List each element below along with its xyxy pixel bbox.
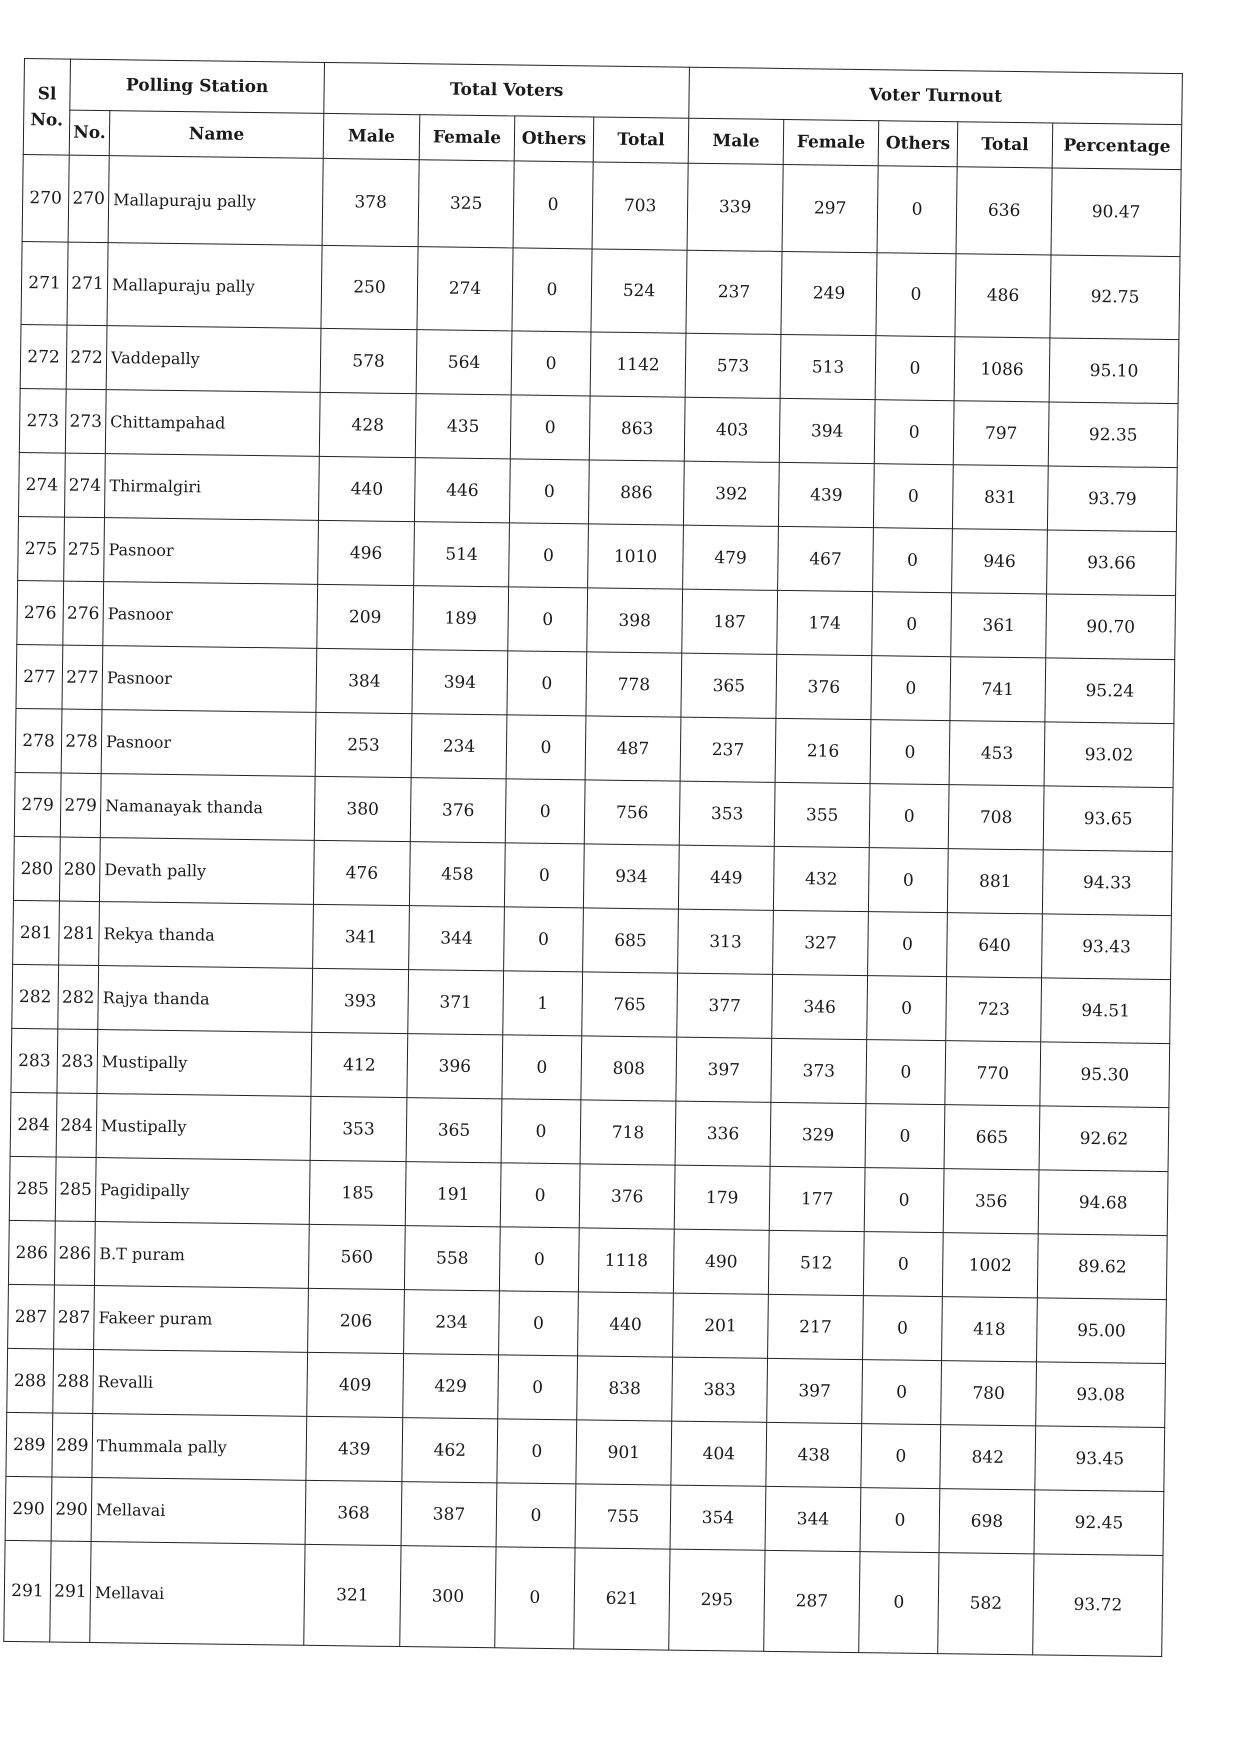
- percentage-cell: 93.66: [1047, 530, 1177, 596]
- tv-male-cell: 409: [307, 1352, 404, 1417]
- vt-male-cell: 479: [683, 525, 779, 590]
- vt-others-cell: 0: [871, 656, 951, 721]
- vt-male-cell: 403: [684, 397, 780, 462]
- vt-male-cell: 187: [682, 589, 778, 654]
- tv-male-cell: 496: [318, 520, 415, 585]
- tv-total-cell: 524: [591, 249, 687, 333]
- tv-female-cell: 344: [409, 906, 505, 971]
- vt-others-cell: 0: [875, 336, 955, 401]
- polling-table-sheet: [3, 58, 1182, 1657]
- table-body: [4, 154, 1181, 1656]
- station-no-cell: 281: [59, 901, 100, 966]
- tv-others-cell: 0: [496, 1483, 576, 1548]
- vt-male-cell: 573: [685, 333, 781, 398]
- vt-female-cell: 329: [770, 1102, 866, 1167]
- vt-female-cell: 394: [779, 398, 875, 463]
- tv-male-cell: 380: [314, 776, 411, 841]
- tv-female-cell: 234: [404, 1290, 500, 1355]
- station-no-cell: 291: [50, 1541, 91, 1643]
- percentage-cell: 93.79: [1047, 466, 1177, 532]
- station-no-cell: 282: [58, 965, 99, 1030]
- vt-total-cell: 770: [945, 1041, 1041, 1106]
- vt-total-cell: 1002: [942, 1233, 1038, 1298]
- tv-male-cell: 321: [304, 1544, 401, 1646]
- tv-total-cell: 901: [576, 1420, 672, 1485]
- vt-female-cell: 397: [767, 1358, 863, 1423]
- vt-female-cell: 249: [781, 251, 877, 335]
- tv-male-cell: 393: [312, 968, 409, 1033]
- vt-female-cell: 174: [777, 590, 873, 655]
- station-no-cell: 275: [64, 517, 105, 582]
- percentage-cell: 95.10: [1049, 338, 1179, 404]
- tv-total-cell: 756: [584, 780, 680, 845]
- tv-total-cell: 1118: [578, 1228, 674, 1293]
- tv-female-header: Female: [419, 115, 515, 161]
- vt-female-cell: 467: [778, 526, 874, 591]
- tv-others-cell: 1: [503, 971, 583, 1036]
- percentage-cell: 92.45: [1034, 1490, 1164, 1556]
- vt-female-cell: 177: [769, 1166, 865, 1231]
- station-name-cell: Rekya thanda: [99, 902, 314, 969]
- station-no-cell: 289: [52, 1413, 93, 1478]
- tv-others-cell: 0: [499, 1291, 579, 1356]
- tv-female-cell: 446: [414, 458, 510, 523]
- percentage-cell: 95.00: [1037, 1298, 1167, 1364]
- tv-others-cell: 0: [498, 1355, 578, 1420]
- station-name-cell: Mellavai: [90, 1542, 305, 1646]
- station-name-cell: Vaddepally: [106, 326, 321, 393]
- vt-male-cell: 295: [669, 1549, 765, 1651]
- vt-male-cell: 237: [686, 250, 782, 334]
- vt-male-cell: 179: [674, 1165, 770, 1230]
- vt-female-cell: 513: [780, 334, 876, 399]
- station-name-cell: Pasnoor: [103, 582, 318, 649]
- sl-no-cell: 290: [5, 1476, 52, 1541]
- tv-female-cell: 365: [406, 1098, 502, 1163]
- table-row: [22, 154, 1181, 256]
- vt-others-cell: 0: [862, 1360, 942, 1425]
- sl-no-cell: 275: [18, 516, 65, 581]
- station-name-cell: Pasnoor: [102, 646, 317, 713]
- tv-male-cell: 412: [311, 1032, 408, 1097]
- tv-male-cell: 378: [322, 158, 419, 246]
- station-no-cell: 285: [55, 1157, 96, 1222]
- vt-male-cell: 237: [680, 717, 776, 782]
- percentage-cell: 93.72: [1033, 1554, 1163, 1657]
- percentage-cell: 92.35: [1048, 402, 1178, 468]
- vt-others-cell: 0: [859, 1552, 939, 1654]
- vt-total-cell: 708: [948, 785, 1044, 850]
- vt-others-cell: 0: [869, 784, 949, 849]
- vt-female-cell: 438: [766, 1422, 862, 1487]
- vt-male-cell: 339: [687, 163, 783, 251]
- percentage-cell: 90.47: [1051, 168, 1181, 257]
- vt-others-cell: 0: [864, 1168, 944, 1233]
- vt-others-cell: 0: [873, 464, 953, 529]
- vt-others-cell: 0: [867, 976, 947, 1041]
- tv-others-cell: 0: [505, 779, 585, 844]
- tv-others-cell: 0: [512, 248, 592, 332]
- vt-total-cell: 356: [943, 1169, 1039, 1234]
- tv-others-cell: 0: [499, 1227, 579, 1292]
- tv-female-cell: 429: [403, 1354, 499, 1419]
- vt-total-cell: 881: [947, 849, 1043, 914]
- station-no-cell: 283: [57, 1029, 98, 1094]
- vt-others-cell: 0: [876, 253, 956, 337]
- vt-male-cell: 201: [673, 1293, 769, 1358]
- percentage-cell: 93.65: [1043, 786, 1173, 852]
- percentage-cell: 90.70: [1046, 594, 1176, 660]
- sl-no-cell: 272: [20, 324, 67, 389]
- station-name-cell: Mallapuraju pally: [108, 156, 323, 246]
- tv-male-cell: 439: [306, 1416, 403, 1481]
- vt-others-cell: 0: [873, 528, 953, 593]
- tv-male-cell: 341: [313, 904, 410, 969]
- table-row: [21, 241, 1180, 339]
- station-name-cell: Thummala pally: [92, 1414, 307, 1481]
- tv-male-cell: 578: [320, 328, 417, 393]
- tv-others-cell: 0: [509, 459, 589, 524]
- vt-male-cell: 449: [678, 845, 774, 910]
- vt-total-cell: 831: [952, 465, 1048, 530]
- polling-station-header: Polling Station: [70, 59, 325, 113]
- vt-others-cell: 0: [863, 1232, 943, 1297]
- tv-total-cell: 863: [589, 396, 685, 461]
- sl-no-cell: 281: [13, 900, 60, 965]
- vt-female-header: Female: [783, 119, 879, 165]
- vt-others-cell: 0: [877, 166, 957, 254]
- vt-others-cell: 0: [874, 400, 954, 465]
- vt-female-cell: 217: [768, 1294, 864, 1359]
- tv-female-cell: 274: [417, 247, 513, 331]
- station-no-cell: 286: [54, 1221, 95, 1286]
- vt-total-cell: 1086: [954, 337, 1050, 402]
- vt-others-cell: 0: [865, 1104, 945, 1169]
- tv-total-cell: 703: [592, 162, 688, 250]
- sl-no-cell: 273: [19, 388, 66, 453]
- percentage-cell: 92.75: [1050, 255, 1180, 340]
- vt-total-cell: 946: [952, 529, 1048, 594]
- station-no-cell: 284: [56, 1093, 97, 1158]
- tv-total-cell: 765: [582, 972, 678, 1037]
- tv-others-cell: 0: [510, 395, 590, 460]
- voter-turnout-header: Voter Turnout: [689, 67, 1183, 124]
- vt-total-cell: 698: [939, 1489, 1035, 1554]
- vt-female-cell: 439: [778, 462, 874, 527]
- tv-total-cell: 778: [586, 652, 682, 717]
- sl-no-cell: 291: [4, 1540, 51, 1642]
- tv-total-cell: 621: [574, 1548, 670, 1650]
- sl-no-cell: 279: [14, 772, 61, 837]
- tv-others-cell: 0: [500, 1163, 580, 1228]
- tv-total-cell: 398: [587, 588, 683, 653]
- percentage-cell: 92.62: [1039, 1106, 1169, 1172]
- sl-no-header: Sl No.: [23, 59, 70, 156]
- sl-no-cell: 288: [7, 1348, 54, 1413]
- tv-female-cell: 234: [411, 714, 507, 779]
- vt-male-cell: 365: [681, 653, 777, 718]
- tv-others-cell: 0: [504, 907, 584, 972]
- vt-female-cell: 376: [776, 654, 872, 719]
- sl-no-cell: 271: [21, 241, 68, 325]
- vt-others-header: Others: [878, 121, 958, 167]
- station-no-cell: 273: [65, 389, 106, 454]
- tv-male-cell: 368: [305, 1480, 402, 1545]
- vt-female-cell: 373: [771, 1038, 867, 1103]
- sl-no-cell: 287: [8, 1284, 55, 1349]
- vt-total-cell: 582: [938, 1553, 1034, 1655]
- tv-others-cell: 0: [497, 1419, 577, 1484]
- tv-male-cell: 428: [319, 392, 416, 457]
- station-no-cell: 274: [64, 453, 105, 518]
- tv-male-cell: 384: [316, 648, 413, 713]
- sl-no-cell: 283: [11, 1028, 58, 1093]
- station-name-cell: Mallapuraju pally: [107, 243, 322, 329]
- station-name-cell: Mellavai: [91, 1478, 306, 1545]
- tv-others-cell: 0: [511, 331, 591, 396]
- station-name-cell: Rajya thanda: [98, 966, 313, 1033]
- sl-no-cell: 285: [9, 1156, 56, 1221]
- vt-others-cell: 0: [872, 592, 952, 657]
- station-no-cell: 280: [59, 837, 100, 902]
- vt-female-cell: 327: [773, 910, 869, 975]
- tv-male-cell: 185: [309, 1160, 406, 1225]
- station-name-cell: B.T puram: [94, 1222, 309, 1289]
- percentage-cell: 89.62: [1037, 1234, 1167, 1300]
- station-no-cell: 288: [53, 1349, 94, 1414]
- tv-male-cell: 440: [318, 456, 415, 521]
- percentage-cell: 95.30: [1040, 1042, 1170, 1108]
- tv-female-cell: 558: [404, 1226, 500, 1291]
- vt-total-cell: 741: [950, 657, 1046, 722]
- tv-total-cell: 1142: [590, 332, 686, 397]
- tv-female-cell: 300: [400, 1546, 496, 1648]
- tv-others-cell: 0: [501, 1099, 581, 1164]
- percentage-cell: 93.45: [1035, 1426, 1165, 1492]
- tv-total-cell: 685: [583, 908, 679, 973]
- vt-male-cell: 353: [679, 781, 775, 846]
- tv-female-cell: 564: [416, 330, 512, 395]
- station-name-cell: Revalli: [93, 1350, 308, 1417]
- vt-male-cell: 392: [683, 461, 779, 526]
- station-name-cell: Pasnoor: [104, 518, 319, 585]
- percentage-cell: 94.51: [1041, 978, 1171, 1044]
- percentage-cell: 94.33: [1042, 850, 1172, 916]
- vt-others-cell: 0: [866, 1040, 946, 1105]
- vt-female-cell: 346: [772, 974, 868, 1039]
- tv-male-cell: 353: [310, 1096, 407, 1161]
- vt-others-cell: 0: [868, 912, 948, 977]
- tv-total-header: Total: [593, 117, 689, 163]
- vt-male-cell: 397: [676, 1037, 772, 1102]
- vt-male-cell: 313: [678, 909, 774, 974]
- station-no-cell: 276: [63, 581, 104, 646]
- vt-total-cell: 640: [947, 913, 1043, 978]
- tv-total-cell: 440: [578, 1292, 674, 1357]
- station-no-cell: 278: [61, 709, 102, 774]
- tv-female-cell: 394: [412, 650, 508, 715]
- table-row: [4, 1540, 1163, 1656]
- tv-others-cell: 0: [502, 1035, 582, 1100]
- vt-female-cell: 432: [773, 846, 869, 911]
- vt-total-cell: 636: [956, 167, 1052, 255]
- tv-total-cell: 934: [583, 844, 679, 909]
- vt-others-cell: 0: [861, 1424, 941, 1489]
- station-name-cell: Namanayak thanda: [100, 774, 315, 841]
- tv-total-cell: 487: [585, 716, 681, 781]
- vt-total-cell: 361: [951, 593, 1047, 658]
- tv-others-cell: 0: [495, 1547, 575, 1649]
- station-name-cell: Chittampahad: [105, 390, 320, 457]
- tv-male-cell: 476: [313, 840, 410, 905]
- sl-no-cell: 284: [10, 1092, 57, 1157]
- tv-female-cell: 387: [401, 1482, 497, 1547]
- vt-male-cell: 490: [673, 1229, 769, 1294]
- vt-total-cell: 418: [942, 1297, 1038, 1362]
- vt-others-cell: 0: [860, 1488, 940, 1553]
- vt-male-cell: 404: [671, 1421, 767, 1486]
- vt-total-cell: 665: [944, 1105, 1040, 1170]
- sl-no-cell: 270: [22, 154, 69, 242]
- tv-others-cell: 0: [509, 523, 589, 588]
- station-no-cell: 277: [62, 645, 103, 710]
- percentage-header: Percentage: [1052, 123, 1182, 170]
- tv-others-cell: 0: [513, 161, 593, 249]
- tv-female-cell: 458: [409, 842, 505, 907]
- tv-male-cell: 250: [321, 245, 418, 329]
- tv-female-cell: 189: [413, 586, 509, 651]
- vt-male-header: Male: [688, 118, 784, 164]
- tv-male-cell: 560: [308, 1224, 405, 1289]
- vt-male-cell: 354: [670, 1485, 766, 1550]
- vt-male-cell: 336: [675, 1101, 771, 1166]
- tv-female-cell: 435: [415, 394, 511, 459]
- tv-female-cell: 376: [410, 778, 506, 843]
- station-name-cell: Mustipally: [96, 1094, 311, 1161]
- vt-total-cell: 797: [953, 401, 1049, 466]
- tv-total-cell: 1010: [588, 524, 684, 589]
- tv-male-header: Male: [323, 113, 420, 159]
- station-no-cell: 270: [68, 155, 109, 243]
- vt-female-cell: 297: [782, 164, 878, 252]
- tv-total-cell: 886: [588, 460, 684, 525]
- station-no-cell: 287: [54, 1285, 95, 1350]
- station-no-cell: 290: [51, 1477, 92, 1542]
- station-name-cell: Pagidipally: [95, 1158, 310, 1225]
- vt-male-cell: 383: [672, 1357, 768, 1422]
- tv-male-cell: 253: [315, 712, 412, 777]
- tv-others-cell: 0: [507, 651, 587, 716]
- station-name-cell: Fakeer puram: [94, 1286, 309, 1353]
- station-name-cell: Mustipally: [97, 1030, 312, 1097]
- vt-female-cell: 344: [765, 1486, 861, 1551]
- tv-female-cell: 191: [405, 1162, 501, 1227]
- station-name-cell: Pasnoor: [101, 710, 316, 777]
- station-no-header: No.: [69, 110, 110, 156]
- tv-female-cell: 396: [407, 1034, 503, 1099]
- tv-others-cell: 0: [508, 587, 588, 652]
- voter-turnout-table: [3, 58, 1183, 1657]
- sl-no-cell: 286: [8, 1220, 55, 1285]
- tv-others-cell: 0: [506, 715, 586, 780]
- tv-others-cell: 0: [504, 843, 584, 908]
- tv-total-cell: 838: [577, 1356, 673, 1421]
- tv-female-cell: 514: [414, 522, 510, 587]
- percentage-cell: 94.68: [1038, 1170, 1168, 1236]
- tv-total-cell: 755: [575, 1484, 671, 1549]
- vt-male-cell: 377: [677, 973, 773, 1038]
- vt-total-cell: 842: [940, 1425, 1036, 1490]
- sl-no-cell: 278: [15, 708, 62, 773]
- percentage-cell: 93.08: [1036, 1362, 1166, 1428]
- sl-no-cell: 277: [16, 644, 63, 709]
- station-no-cell: 271: [67, 242, 108, 326]
- sl-no-cell: 280: [13, 836, 60, 901]
- sl-no-cell: 289: [6, 1412, 53, 1477]
- vt-total-header: Total: [957, 122, 1053, 168]
- vt-others-cell: 0: [868, 848, 948, 913]
- station-name-cell: Thirmalgiri: [104, 454, 319, 521]
- tv-female-cell: 462: [402, 1418, 498, 1483]
- vt-total-cell: 453: [949, 721, 1045, 786]
- tv-male-cell: 209: [317, 584, 414, 649]
- tv-female-cell: 325: [418, 160, 514, 248]
- vt-female-cell: 355: [774, 782, 870, 847]
- tv-male-cell: 206: [308, 1288, 405, 1353]
- station-no-cell: 279: [60, 773, 101, 838]
- tv-total-cell: 718: [580, 1100, 676, 1165]
- vt-total-cell: 780: [941, 1361, 1037, 1426]
- percentage-cell: 93.02: [1044, 722, 1174, 788]
- sl-no-cell: 282: [12, 964, 59, 1029]
- percentage-cell: 95.24: [1045, 658, 1175, 724]
- tv-others-header: Others: [514, 116, 594, 162]
- vt-others-cell: 0: [870, 720, 950, 785]
- tv-female-cell: 371: [408, 970, 504, 1035]
- vt-female-cell: 287: [764, 1550, 860, 1652]
- vt-total-cell: 723: [946, 977, 1042, 1042]
- total-voters-header: Total Voters: [324, 62, 690, 118]
- vt-total-cell: 486: [955, 254, 1051, 338]
- station-no-cell: 272: [66, 325, 107, 390]
- vt-female-cell: 512: [768, 1230, 864, 1295]
- percentage-cell: 93.43: [1042, 914, 1172, 980]
- tv-total-cell: 376: [579, 1164, 675, 1229]
- station-name-cell: Devath pally: [99, 838, 314, 905]
- station-name-header: Name: [109, 111, 324, 159]
- sl-no-cell: 274: [18, 452, 65, 517]
- vt-female-cell: 216: [775, 718, 871, 783]
- sl-no-cell: 276: [17, 580, 64, 645]
- vt-others-cell: 0: [863, 1296, 943, 1361]
- tv-total-cell: 808: [581, 1036, 677, 1101]
